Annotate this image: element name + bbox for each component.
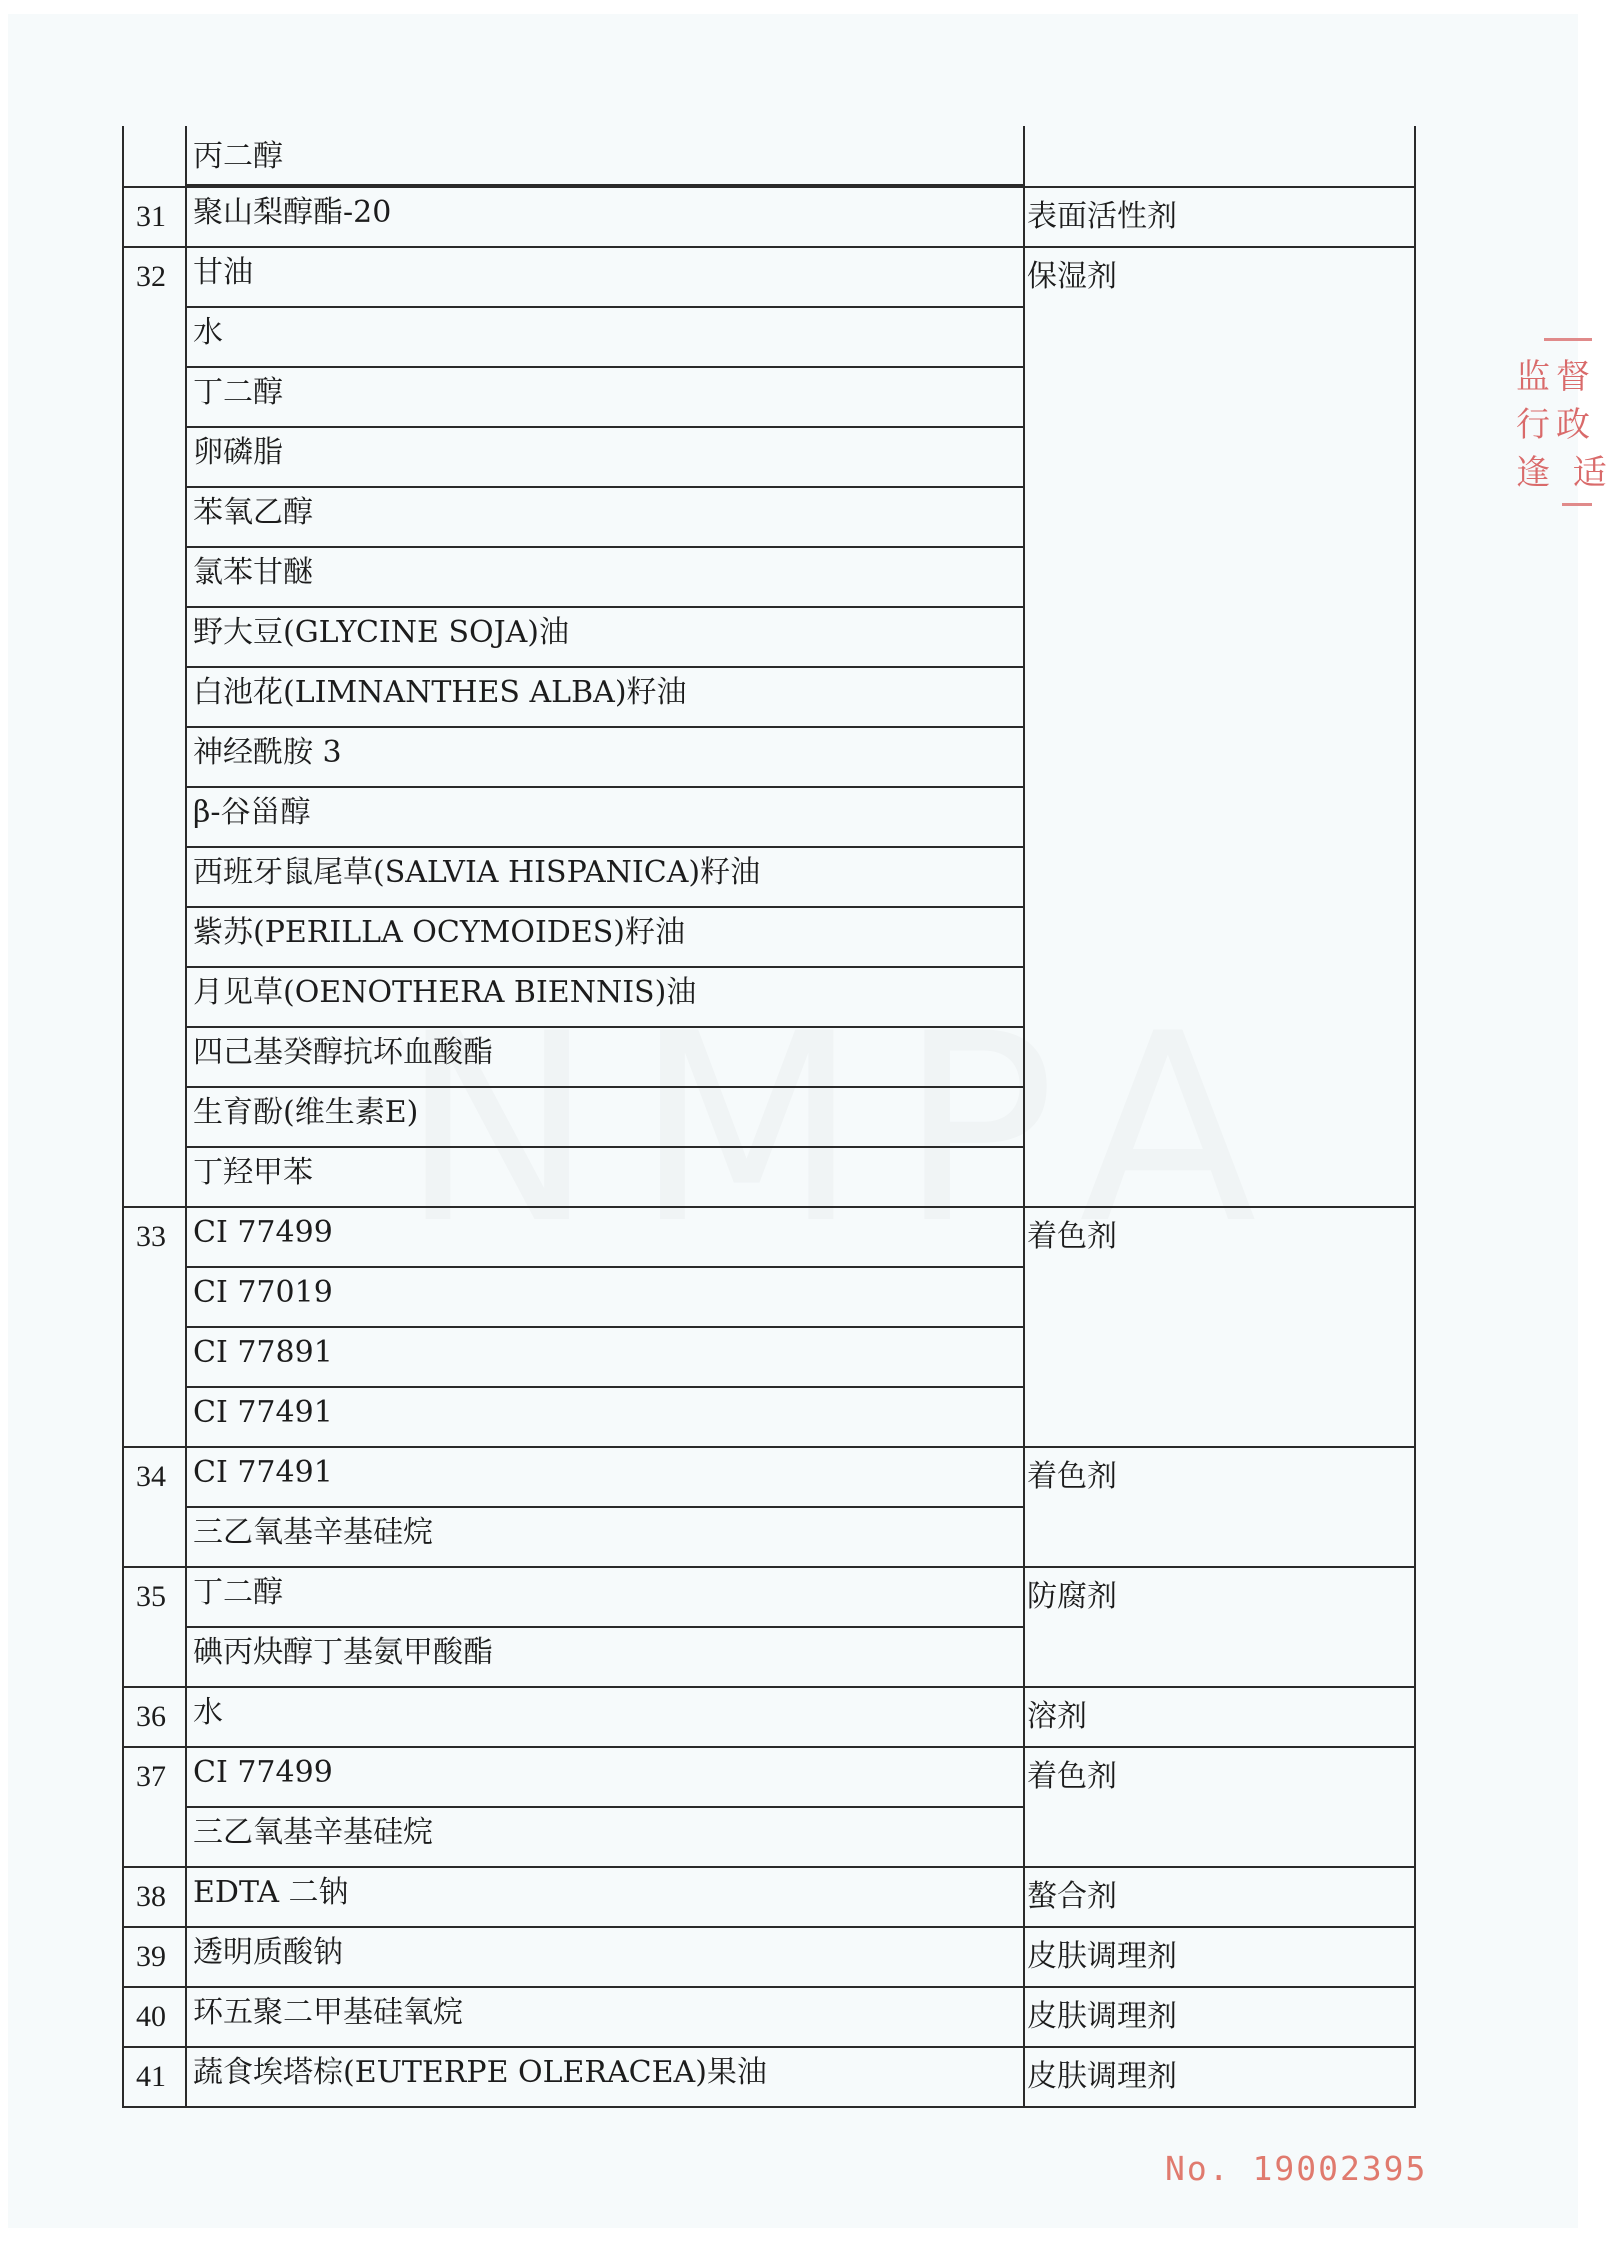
cell-divider bbox=[185, 846, 1023, 848]
ingredient-name: 紫苏(PERILLA OCYMOIDES)籽油 bbox=[193, 915, 685, 950]
ingredient-name: 三乙氧基辛基硅烷 bbox=[193, 1515, 433, 1550]
ingredient-name: β-谷甾醇 bbox=[193, 795, 311, 830]
ingredient-function: 溶剂 bbox=[1027, 1699, 1087, 1734]
ingredient-function: 着色剂 bbox=[1027, 1759, 1117, 1794]
cell-divider bbox=[185, 906, 1023, 908]
col-border-ingredient bbox=[185, 126, 187, 2108]
ingredient-name: 苯氧乙醇 bbox=[193, 495, 313, 530]
official-stamp bbox=[1512, 338, 1613, 508]
cell-divider bbox=[185, 786, 1023, 788]
ingredient-name: 透明质酸钠 bbox=[193, 1935, 343, 1970]
row-number: 32 bbox=[136, 260, 166, 293]
col-border-function bbox=[1023, 126, 1025, 2108]
ingredient-name: 环五聚二甲基硅氧烷 bbox=[193, 1995, 463, 2030]
cell-divider bbox=[185, 726, 1023, 728]
row-divider bbox=[122, 1866, 1414, 1868]
row-divider bbox=[122, 1986, 1414, 1988]
table-bottom-border bbox=[122, 2106, 1414, 2108]
ingredient-name: 丙二醇 bbox=[193, 139, 283, 174]
ingredient-name: 白池花(LIMNANTHES ALBA)籽油 bbox=[193, 675, 687, 710]
cell-divider bbox=[185, 366, 1023, 368]
ingredient-name: CI 77499 bbox=[193, 1755, 333, 1790]
cell-divider bbox=[185, 606, 1023, 608]
row-divider bbox=[122, 186, 1414, 188]
ingredient-function: 保湿剂 bbox=[1027, 259, 1117, 294]
cell-divider bbox=[185, 1806, 1023, 1808]
ingredient-name: CI 77891 bbox=[193, 1335, 333, 1370]
row-divider bbox=[122, 246, 1414, 248]
ingredient-function: 螯合剂 bbox=[1027, 1879, 1117, 1914]
ingredient-function: 着色剂 bbox=[1027, 1219, 1117, 1254]
ingredient-name: 野大豆(GLYCINE SOJA)油 bbox=[193, 615, 569, 650]
ingredient-name: 卵磷脂 bbox=[193, 435, 283, 470]
row-number: 38 bbox=[136, 1880, 166, 1913]
ingredient-name: 聚山梨醇酯-20 bbox=[193, 195, 392, 230]
cell-divider bbox=[185, 1026, 1023, 1028]
stamp-line: 监督 bbox=[1516, 357, 1596, 397]
cell-divider bbox=[185, 1086, 1023, 1088]
ingredient-name: 神经酰胺 3 bbox=[193, 735, 342, 770]
row-number: 36 bbox=[136, 1700, 166, 1733]
cell-divider bbox=[185, 426, 1023, 428]
row-number: 41 bbox=[136, 2060, 166, 2093]
row-divider bbox=[122, 1446, 1414, 1448]
stamp-line: 逢 适 bbox=[1516, 453, 1613, 493]
row-number: 37 bbox=[136, 1760, 166, 1793]
ingredient-function: 皮肤调理剂 bbox=[1027, 2059, 1177, 2094]
cell-divider bbox=[185, 1506, 1023, 1508]
row-divider bbox=[122, 1566, 1414, 1568]
ingredient-name: 蔬食埃塔棕(EUTERPE OLERACEA)果油 bbox=[193, 2055, 767, 2090]
ingredient-name: 丁二醇 bbox=[193, 1575, 283, 1610]
ingredient-function: 表面活性剂 bbox=[1027, 199, 1177, 234]
ingredient-name: 甘油 bbox=[193, 255, 253, 290]
ingredient-function: 防腐剂 bbox=[1027, 1579, 1117, 1614]
stamp-line: 行政 bbox=[1516, 405, 1596, 445]
row-number: 31 bbox=[136, 200, 166, 233]
row-number: 33 bbox=[136, 1220, 166, 1253]
cell-divider bbox=[185, 306, 1023, 308]
row-divider bbox=[122, 1926, 1414, 1928]
row-divider bbox=[122, 1746, 1414, 1748]
ingredient-function: 着色剂 bbox=[1027, 1459, 1117, 1494]
cell-divider bbox=[185, 486, 1023, 488]
ingredient-name: 碘丙炔醇丁基氨甲酸酯 bbox=[193, 1635, 493, 1670]
serial-number: No. 19002395 bbox=[1165, 2149, 1428, 2188]
cell-divider bbox=[185, 1626, 1023, 1628]
cell-divider bbox=[185, 1266, 1023, 1268]
col-border-right bbox=[1414, 126, 1416, 2108]
cell-divider bbox=[185, 546, 1023, 548]
ingredient-name: CI 77491 bbox=[193, 1395, 333, 1430]
row-divider bbox=[122, 1686, 1414, 1688]
col-border-left bbox=[122, 126, 124, 2108]
cell-divider bbox=[185, 666, 1023, 668]
ingredient-name: EDTA 二钠 bbox=[193, 1875, 349, 1910]
row-number: 35 bbox=[136, 1580, 166, 1613]
ingredient-name: 水 bbox=[193, 1695, 223, 1730]
ingredient-name: CI 77499 bbox=[193, 1215, 333, 1250]
row-number: 34 bbox=[136, 1460, 166, 1493]
ingredient-name: 氯苯甘醚 bbox=[193, 555, 313, 590]
ingredient-name: 三乙氧基辛基硅烷 bbox=[193, 1815, 433, 1850]
ingredient-name: 水 bbox=[193, 315, 223, 350]
ingredient-name: CI 77019 bbox=[193, 1275, 333, 1310]
row-divider bbox=[122, 2046, 1414, 2048]
ingredient-name: 丁羟甲苯 bbox=[193, 1155, 313, 1190]
ingredient-function: 皮肤调理剂 bbox=[1027, 1999, 1177, 2034]
cell-divider bbox=[185, 966, 1023, 968]
cell-divider bbox=[185, 1326, 1023, 1328]
ingredient-function: 皮肤调理剂 bbox=[1027, 1939, 1177, 1974]
ingredient-name: 生育酚(维生素E) bbox=[193, 1095, 419, 1130]
watermark bbox=[400, 1000, 1297, 1260]
ingredient-name: 丁二醇 bbox=[193, 375, 283, 410]
ingredient-name: 西班牙鼠尾草(SALVIA HISPANICA)籽油 bbox=[193, 855, 761, 890]
row-divider bbox=[122, 1206, 1414, 1208]
row-number: 40 bbox=[136, 2000, 166, 2033]
ingredient-name: 四己基癸醇抗坏血酸酯 bbox=[193, 1035, 493, 1070]
ingredient-name: CI 77491 bbox=[193, 1455, 333, 1490]
cell-divider bbox=[185, 1146, 1023, 1148]
ingredient-name: 月见草(OENOTHERA BIENNIS)油 bbox=[193, 975, 697, 1010]
row-number: 39 bbox=[136, 1940, 166, 1973]
cell-divider bbox=[185, 1386, 1023, 1388]
